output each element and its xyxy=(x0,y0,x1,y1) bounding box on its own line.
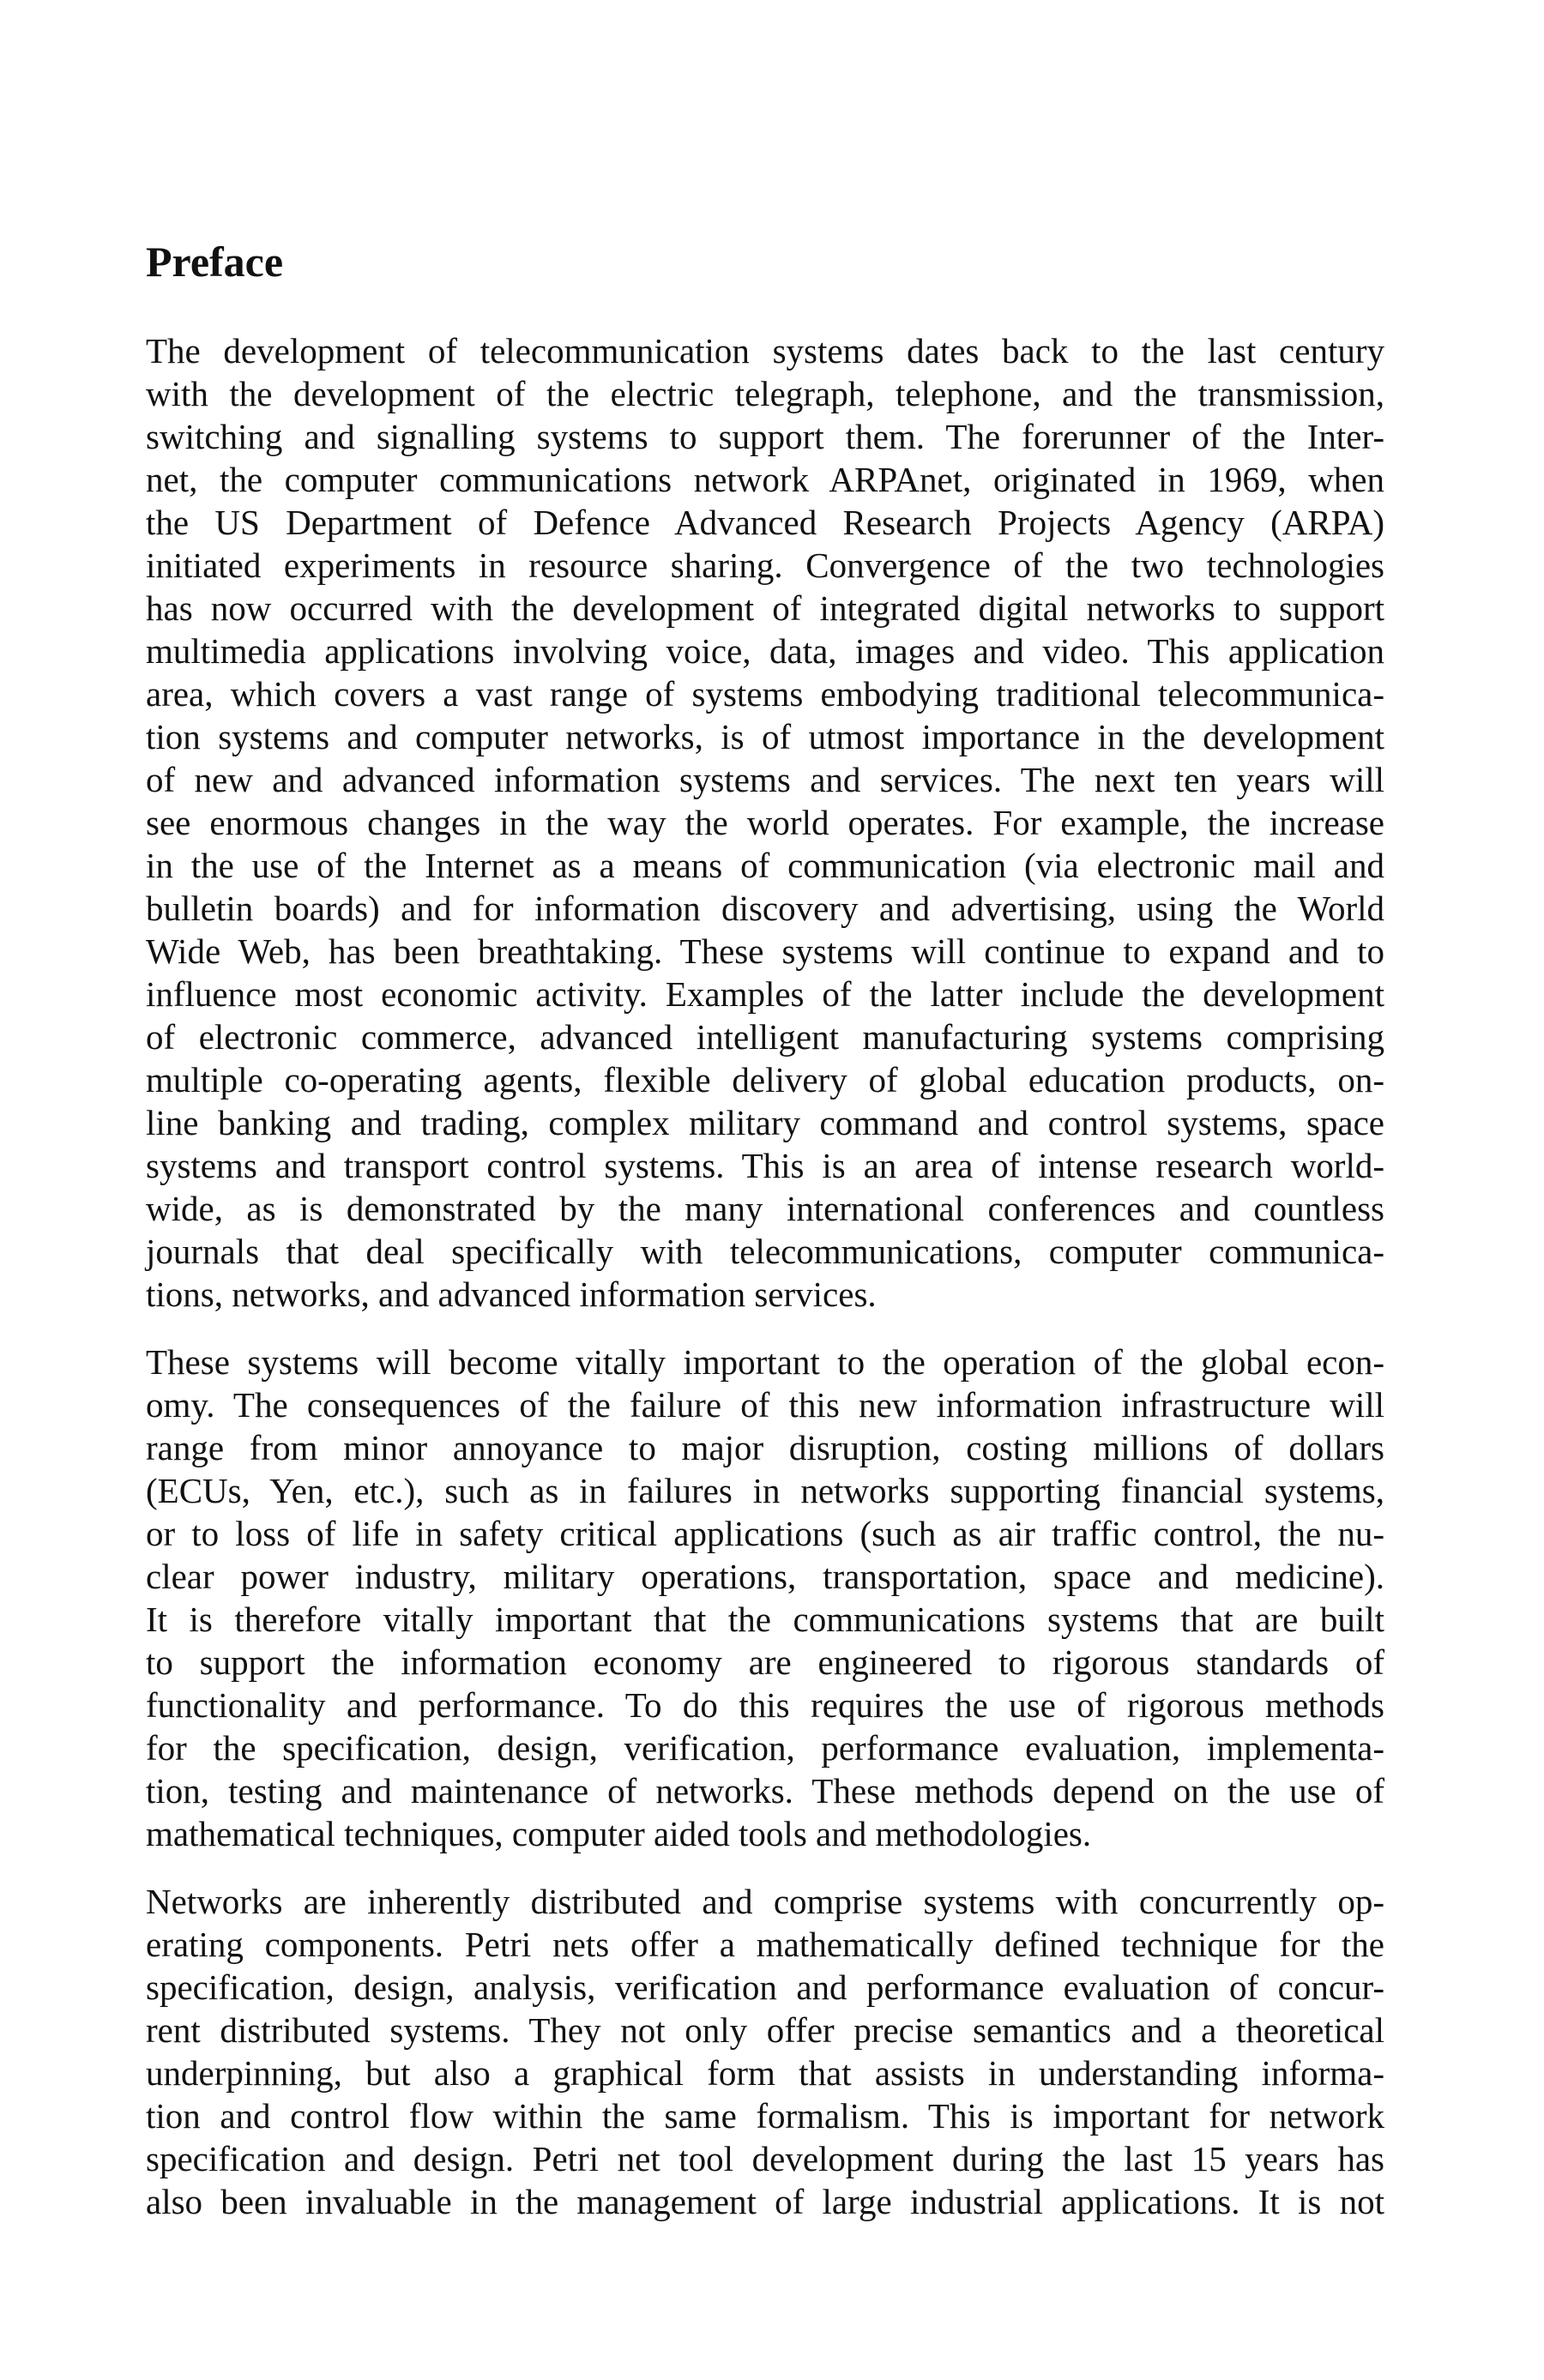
text-line: omy. The consequences of the failure of this new information infrastructure will xyxy=(146,1385,1384,1425)
text-line: of electronic commerce, advanced intelligent manufacturing systems comprising xyxy=(146,1017,1384,1057)
text-line: for the specification, design, verification, performance evaluation, implementa- xyxy=(146,1728,1384,1768)
text-line: erating components. Petri nets offer a mathematically defined technique for the xyxy=(146,1925,1384,1964)
text-line: journals that deal specifically with telecommunications, computer communica- xyxy=(146,1232,1384,1271)
text-line: mathematical techniques, computer aided tools and methodologies. xyxy=(146,1814,1092,1853)
text-line: also been invaluable in the management of large industrial applications. It is not xyxy=(146,2182,1384,2221)
text-line: wide, as is demonstrated by the many international conferences and countless xyxy=(146,1189,1384,1228)
text-line: see enormous changes in the way the world operates. For example, the increase xyxy=(146,803,1384,842)
text-line: area, which covers a vast range of systems embodying traditional telecommunica- xyxy=(146,674,1384,714)
text-line: It is therefore vitally important that the communications systems that are built xyxy=(146,1600,1384,1639)
text-line: Wide Web, has been breathtaking. These systems will continue to expand and to xyxy=(146,931,1384,971)
text-line: clear power industry, military operations, transportation, space and medicine). xyxy=(146,1557,1384,1596)
paragraph xyxy=(146,329,1384,1316)
text-line: range from minor annoyance to major disruption, costing millions of dollars xyxy=(146,1428,1384,1467)
text-line: tion, testing and maintenance of networks. These methods depend on the use of xyxy=(146,1771,1384,1811)
text-line: tions, networks, and advanced information services. xyxy=(146,1274,877,1314)
text-line: line banking and trading, complex military command and control systems, space xyxy=(146,1103,1384,1142)
text-line: tion and control flow within the same formalism. This is important for network xyxy=(146,2096,1384,2136)
text-line: the US Department of Defence Advanced Research Projects Agency (ARPA) xyxy=(146,503,1384,542)
page-title: Preface xyxy=(146,238,284,286)
text-line: of new and advanced information systems and services. The next ten years will xyxy=(146,760,1384,799)
text-line: specification, design, analysis, verification and performance evaluation of concur- xyxy=(146,1967,1384,2007)
text-line: systems and transport control systems. This is an area of intense research world- xyxy=(146,1146,1384,1185)
text-line: multimedia applications involving voice, data, images and video. This application xyxy=(146,631,1384,671)
preface-body xyxy=(146,329,1384,2248)
text-line: has now occurred with the development of integrated digital networks to support xyxy=(146,588,1384,628)
text-line: initiated experiments in resource sharing. Convergence of the two technologies xyxy=(146,545,1384,585)
text-line: influence most economic activity. Examples of the latter include the development xyxy=(146,974,1384,1014)
text-line: net, the computer communications network ARPAnet, originated in 1969, when xyxy=(146,460,1384,499)
text-line: rent distributed systems. They not only offer precise semantics and a theoretical xyxy=(146,2010,1384,2050)
text-line: (ECUs, Yen, etc.), such as in failures in networks supporting financial systems, xyxy=(146,1471,1384,1510)
text-line: specification and design. Petri net tool development during the last 15 years has xyxy=(146,2139,1384,2178)
text-line: switching and signalling systems to support them. The forerunner of the Inter- xyxy=(146,417,1384,456)
text-line: Networks are inherently distributed and comprise systems with concurrently op- xyxy=(146,1882,1384,1921)
text-line: These systems will become vitally important to the operation of the global econ- xyxy=(146,1342,1384,1382)
text-line: underpinning, but also a graphical form that assists in understanding informa- xyxy=(146,2053,1384,2093)
text-line: to support the information economy are engineered to rigorous standards of xyxy=(146,1642,1384,1682)
text-line: functionality and performance. To do this requires the use of rigorous methods xyxy=(146,1685,1384,1725)
paragraph xyxy=(146,1341,1384,1855)
text-line: multiple co-operating agents, flexible delivery of global education products, on- xyxy=(146,1060,1384,1100)
text-line: bulletin boards) and for information discovery and advertising, using the World xyxy=(146,889,1384,928)
text-line: The development of telecommunication systems dates back to the last century xyxy=(146,331,1384,371)
text-line: in the use of the Internet as a means of communication (via electronic mail and xyxy=(146,846,1384,885)
paragraph xyxy=(146,1880,1384,2223)
text-line: with the development of the electric telegraph, telephone, and the transmission, xyxy=(146,374,1384,413)
text-line: or to loss of life in safety critical applications (such as air traffic control, the nu- xyxy=(146,1514,1384,1553)
text-line: tion systems and computer networks, is of utmost importance in the development xyxy=(146,717,1384,756)
